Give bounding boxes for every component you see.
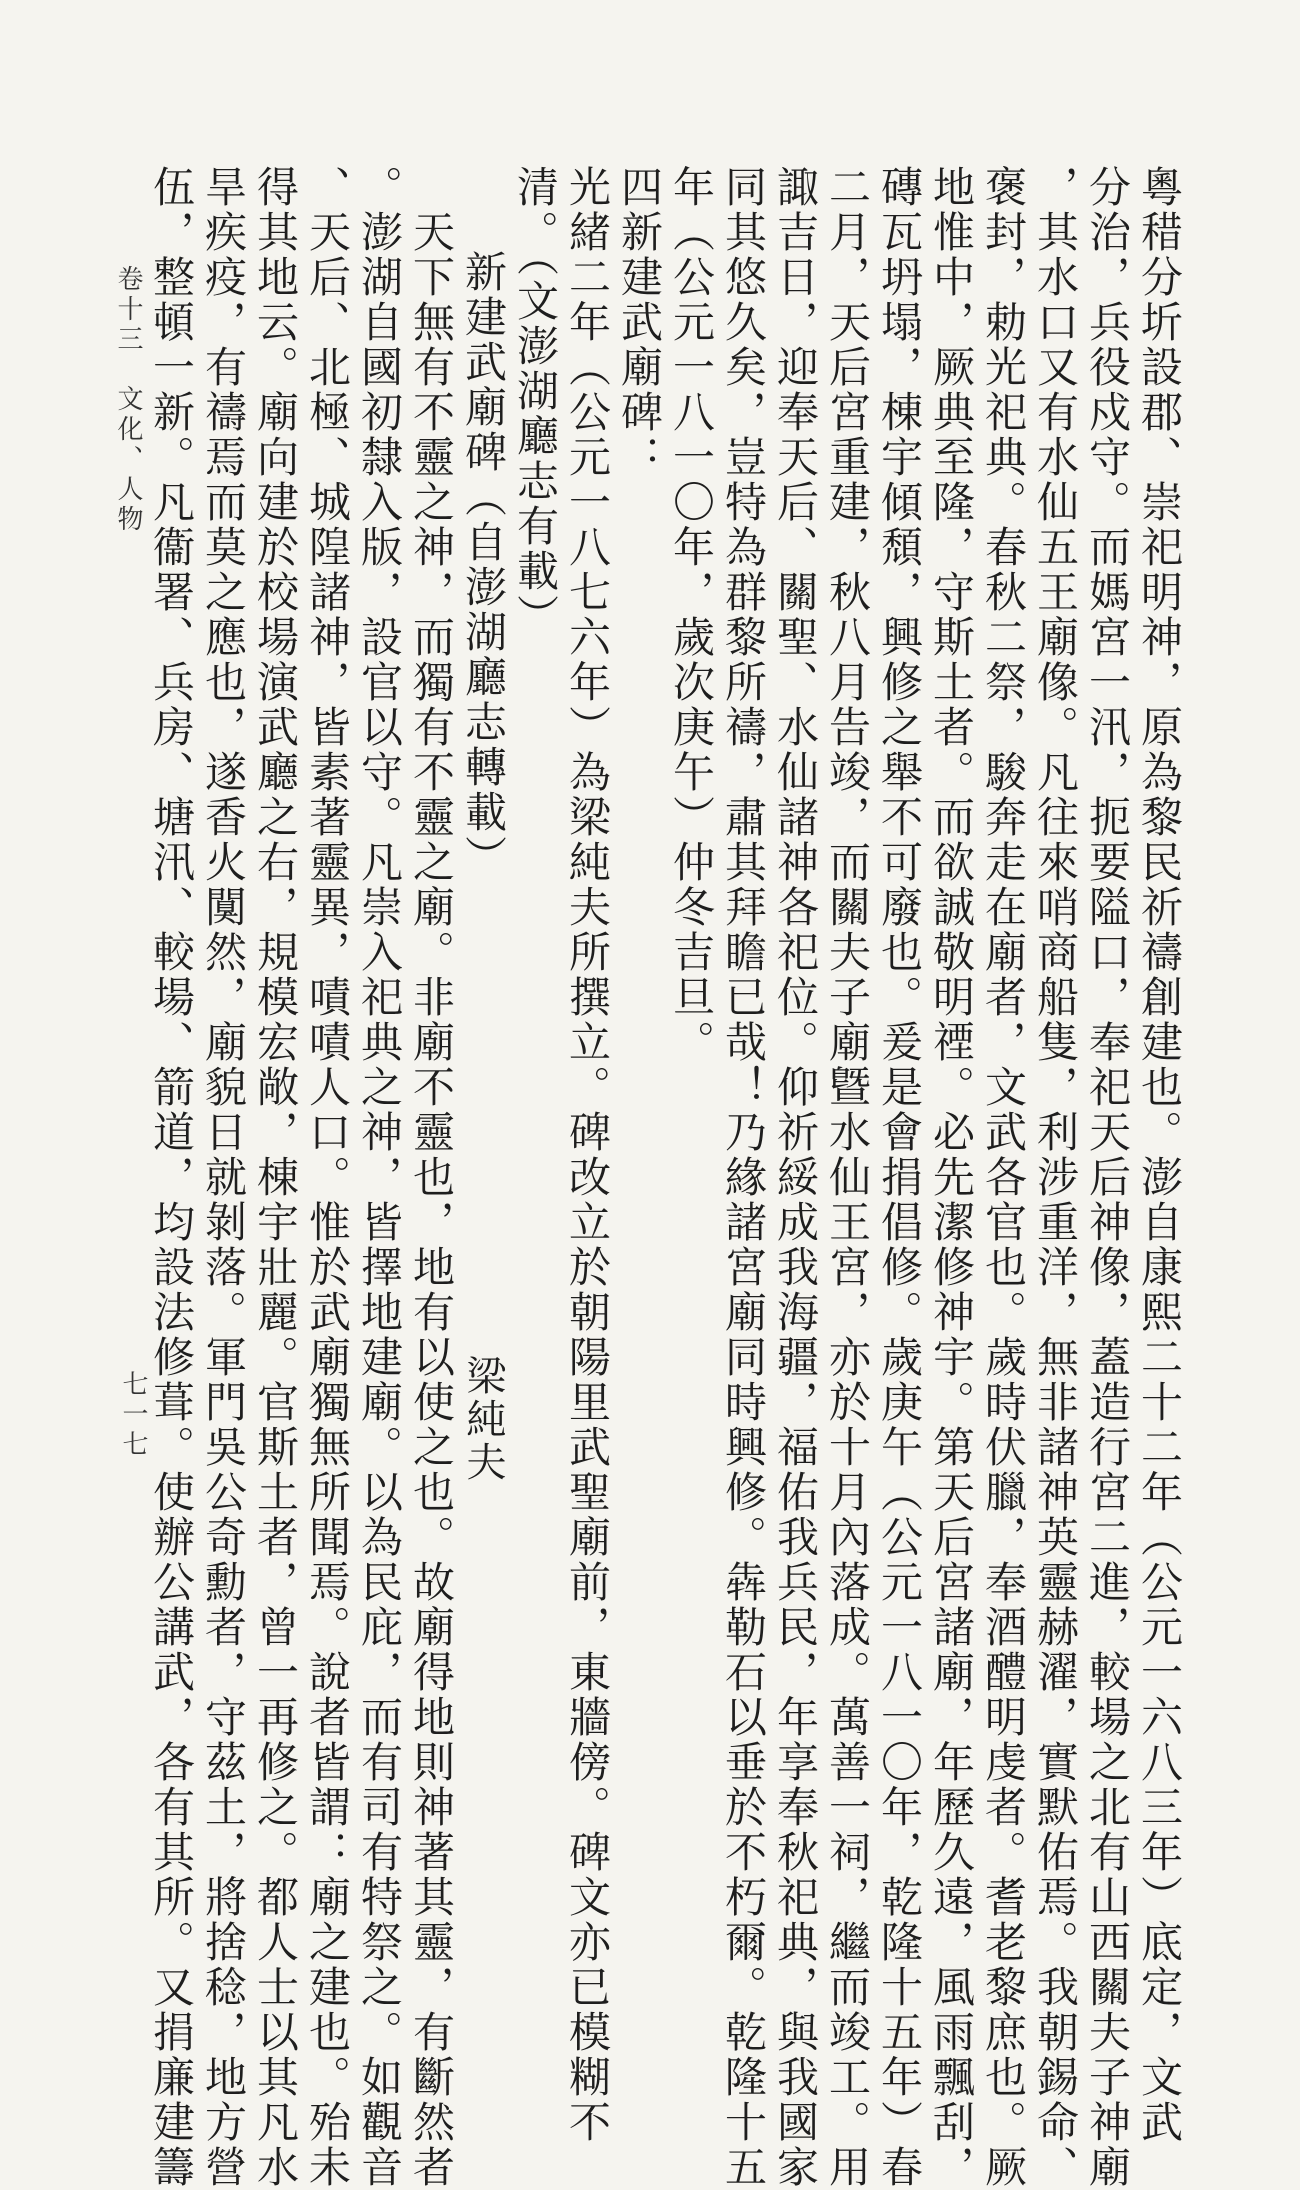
- text-column-19: 旱疾疫，有禱焉而莫之應也，遂香火闃然，廟貌日就剝落。軍門吳公奇勳者，守茲土，將捨稔，地方營: [199, 165, 248, 2190]
- text-column-2: 分治，兵役戍守。而媽宮一汛，扼要隘口，奉祀天后神像，蓋造行宮二進，較場之北有山西關夫子神廟: [1083, 165, 1132, 2190]
- text-column-3: ，其水口又有水仙五王廟像。凡往來哨商船隻，利涉重洋，無非諸神英靈赫濯，實默佑焉。我朝錫命、: [1031, 165, 1080, 2190]
- text-column-13: 清。（文澎湖廳志有載）: [511, 165, 560, 639]
- chapter-running-title: 卷十三 文化、人物: [113, 265, 143, 535]
- text-column-10: 年（公元一八一〇年，歲次庚午）仲冬吉旦。: [667, 165, 716, 1065]
- text-column-6: 磚瓦坍塌，棟宇傾頹，興修之舉不可廢也。爰是會捐倡修。歲庚午（公元一八一〇年，乾隆十五年）春: [875, 165, 924, 2190]
- text-column-18: 得其地云。廟向建於校場演武廳之右，規模宏敞，棟宇壯麗。官斯土者，曾一再修之。都人士以其凡水: [251, 165, 300, 2190]
- text-column-12: 光緒二年（公元一八七六年）為梁純夫所撰立。碑改立於朝陽里武聖廟前，東牆傍。碑文亦已模糊不: [563, 165, 612, 2145]
- section-heading: 四新建武廟碑：: [615, 165, 664, 480]
- text-column-1: 粵稓分圻設郡、崇祀明神，原為黎民祈禱創建也。澎自康熙二十二年（公元一六八三年）底定，文武: [1135, 165, 1184, 2145]
- text-column-7: 二月，天后宮重建，秋八月告竣，而關夫子廟曁水仙王宮，亦於十月內落成。萬善一祠，繼而竣工。用: [823, 165, 872, 2190]
- text-column-5: 地惟中，厥典至隆，守斯土者。而欲誠敬明禋。必先潔修神宇。第天后宮諸廟，年歷久遠，風雨飄刮，: [927, 165, 976, 2190]
- text-column-4: 褒封，勅光祀典。春秋二祭，駿奔走在廟者，文武各官也。歲時伏臘，奉酒醴明虔者。耆老黎庶也。厥: [979, 165, 1028, 2190]
- inscription-title: 新建武廟碑（自澎湖廳志轉載）: [459, 250, 508, 880]
- text-column-15: 天下無有不靈之神，而獨有不靈之廟。非廟不靈也，地有以使之也。故廟得地則神著其靈，有斷然者: [407, 210, 456, 2190]
- text-column-8: 諏吉日，迎奉天后、關聖、水仙諸神各祀位。仰祈綏成我海疆，福佑我兵民，年享奉秋祀典，與我國家: [771, 165, 820, 2190]
- text-column-9: 同其悠久矣，豈特為群黎所禱，肅其拜瞻已哉！乃緣諸宮廟同時興修。犇勒石以垂於不朽爾。乾隆十五: [719, 165, 768, 2190]
- text-column-17: 、天后、北極、城隍諸神，皆素著靈異，嘖嘖人口。惟於武廟獨無所聞焉。說者皆謂：廟之建也。殆未: [303, 165, 352, 2190]
- author-name: 梁純夫: [460, 1355, 506, 1484]
- text-column-16: 。澎湖自國初隸入版，設官以守。凡崇入祀典之神，皆擇地建廟。以為民庇，而有司有特祭之。如觀音: [355, 165, 404, 2190]
- page-number: 七一七: [118, 1370, 148, 1460]
- text-column-20: 伍，整頓一新。凡衞署、兵房、塘汛、較場、箭道，均設法修葺。使辦公講武，各有其所。又捐廉建籌: [147, 165, 196, 2190]
